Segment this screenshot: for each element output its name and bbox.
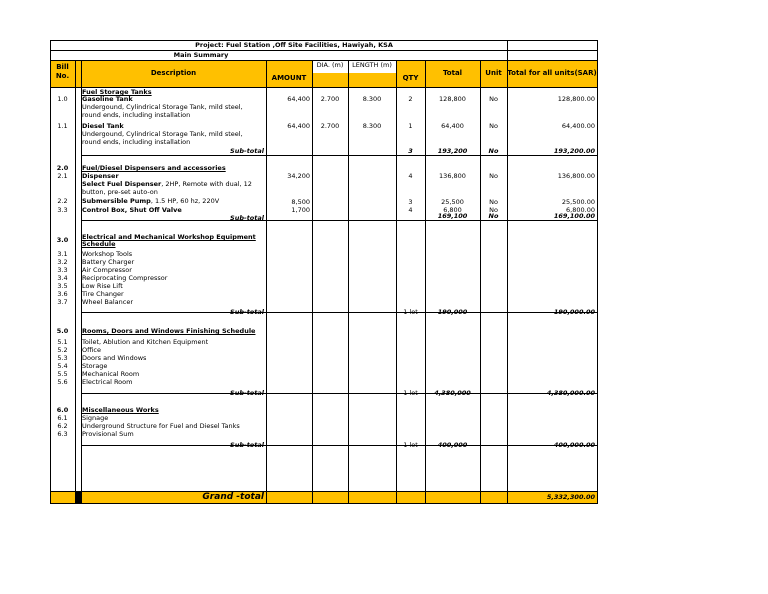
bill-no: 5.2 [57,346,68,354]
list-item: Low Rise Lift [82,282,123,290]
bill-no: 3.1 [57,250,68,258]
section-title: Fuel Storage Tanks [82,88,152,96]
section-title: Rooms, Doors and Windows Finishing Schedule [82,327,256,335]
bill-no: 1.1 [57,122,68,130]
bill-no-header: Bill No. [55,63,70,80]
grand-total-value: 5,332,300.00 [546,493,595,501]
list-item: Electrical Room [82,378,133,386]
bill-no: 3.4 [57,274,68,282]
description-header: Description [150,69,197,77]
total-cell: 25,500 [441,198,464,206]
subtotal-total: 400,000 [437,441,468,449]
list-item: Battery Charger [82,258,135,266]
list-item: Tire Changer [82,290,124,298]
amount-cell: 34,200 [287,172,310,180]
dia-header: DIA. (m) [316,61,344,69]
subtotal-label: Sub-total [230,147,264,155]
section-no: 3.0 [56,236,69,244]
section-no: 6.0 [56,406,69,414]
unit-cell: No [489,198,498,206]
subtotal-qty: 1 lot [403,308,418,316]
list-item: Reciprocating Compressor [82,274,168,282]
item-desc: Undergound, Cylindrical Storage Tank, mild steel, [82,103,243,111]
total-header: Total [442,69,463,77]
bill-no: 3.2 [57,258,68,266]
bill-summary-sheet [50,40,597,504]
amount-cell: 8,500 [291,198,310,206]
bill-no: 3.6 [57,290,68,298]
subtotal-qty: 3 [408,147,413,155]
total-cell: 128,800 [439,95,466,103]
section-no: 2.0 [56,164,69,172]
subtotal-qty: 1 lot [403,441,418,449]
bill-no: 2.2 [57,197,68,205]
total-all-cell: 25,500.00 [561,198,595,206]
list-item: Workshop Tools [82,250,133,258]
subtotal-total: 169,100 [437,212,468,220]
item-desc: Submersible Pump, 1.5 HP, 60 hz, 220V [82,197,220,205]
bill-no: 5.6 [57,378,68,386]
list-item: Underground Structure for Fuel and Diesel Tanks [82,422,240,430]
unit-cell: No [489,122,498,130]
amount-header: AMOUNT [271,74,307,82]
subtotal-all: 193,200.00 [553,147,595,155]
item-name: Control Box, Shut Off Valve [82,206,182,214]
qty-cell: 2 [408,95,413,103]
unit-cell: No [489,172,498,180]
bill-no: 5.1 [57,338,68,346]
qty-cell: 1 [408,122,413,130]
total-cell: 64,400 [441,122,464,130]
list-item: Toilet, Ablution and Kitchen Equipment [82,338,209,346]
dia-cell: 2.700 [320,122,340,130]
qty-cell: 3 [408,198,413,206]
bill-no: 6.1 [57,414,68,422]
list-item: Provisional Sum [82,430,134,438]
subtotal-all: 4,380,000.00 [546,389,595,397]
item-desc: Select Fuel Dispenser, 2HP, Remote with dual, 12 [82,180,252,188]
bill-no: 5.4 [57,362,68,370]
total-all-cell: 6,800.00 [566,206,595,214]
item-desc: round ends, including installation [82,138,191,146]
unit-header: Unit [485,69,502,77]
item-desc: button, pre-set auto-on [82,188,158,196]
section-title: Schedule [82,240,116,248]
total-all-cell: 128,800.00 [557,95,595,103]
subtotal-label: Sub-total [230,214,264,222]
length-cell: 8.300 [362,122,382,130]
list-item: Doors and Windows [82,354,147,362]
total-cell: 136,800 [439,172,466,180]
section-title: Electrical and Mechanical Workshop Equipment [82,233,256,241]
bill-no: 6.2 [57,422,68,430]
dia-cell: 2.700 [320,95,340,103]
item-desc: round ends, including installation [82,111,191,119]
qty-header: QTY [402,74,419,82]
length-header: LENGTH (m) [352,61,392,69]
subtotal-total: 4,380,000 [434,389,471,397]
subtotal-qty: 1 lot [403,389,418,397]
total-all-header: Total for all units(SAR) [507,69,597,77]
bill-no: 6.3 [57,430,68,438]
amount-cell: 64,400 [287,95,310,103]
item-name: Diesel Tank [82,122,124,130]
list-item: Storage [82,362,108,370]
bill-no: 5.3 [57,354,68,362]
amount-cell: 1,700 [291,206,310,214]
list-item: Wheel Balancer [82,298,134,306]
total-cell: 6,800 [443,206,462,214]
item-name: Gasoline Tank [82,95,133,103]
total-all-cell: 136,800.00 [557,172,595,180]
grand-total-label: Grand -total [202,492,264,502]
qty-cell: 4 [408,206,413,214]
section-title: Miscellaneous Works [82,406,159,414]
list-item: Office [82,346,101,354]
subtotal-all: 400,000.00 [553,441,595,449]
bill-no: 3.5 [57,282,68,290]
length-cell: 8.300 [362,95,382,103]
project-title: Project: Fuel Station ,Off Site Facilities, Hawiyah, KSA [195,41,393,49]
amount-cell: 64,400 [287,122,310,130]
subtotal-all: 190,000.00 [553,308,595,316]
unit-cell: No [489,95,498,103]
subtotal-label: Sub-total [230,441,264,449]
bill-no: 3.3 [57,206,68,214]
qty-cell: 4 [408,172,413,180]
item-desc: Undergound, Cylindrical Storage Tank, mild steel, [82,130,243,138]
subtotal-unit: No [488,147,499,155]
bill-no: 3.7 [57,298,68,306]
bill-no: 1.0 [57,95,68,103]
list-item: Mechanical Room [82,370,140,378]
subtotal-unit: No [488,212,499,220]
item-name: Dispenser [82,172,119,180]
bill-no: 3.3 [57,266,68,274]
list-item: Air Compressor [82,266,132,274]
subtotal-label: Sub-total [230,308,264,316]
bill-no: 2.1 [57,172,68,180]
total-all-cell: 64,400.00 [561,122,595,130]
section-no: 5.0 [56,327,69,335]
unit-cell: No [489,206,498,214]
subtotal-label: Sub-total [230,389,264,397]
section-title: Fuel/Diesel Dispensers and accessories [82,164,226,172]
subtotal-total: 193,200 [437,147,468,155]
subtotal-total: 190,000 [437,308,468,316]
bill-no: 5.5 [57,370,68,378]
subtotal-all: 169,100.00 [553,212,595,220]
list-item: Signage [82,414,109,422]
main-summary-title: Main Summary [173,51,229,59]
